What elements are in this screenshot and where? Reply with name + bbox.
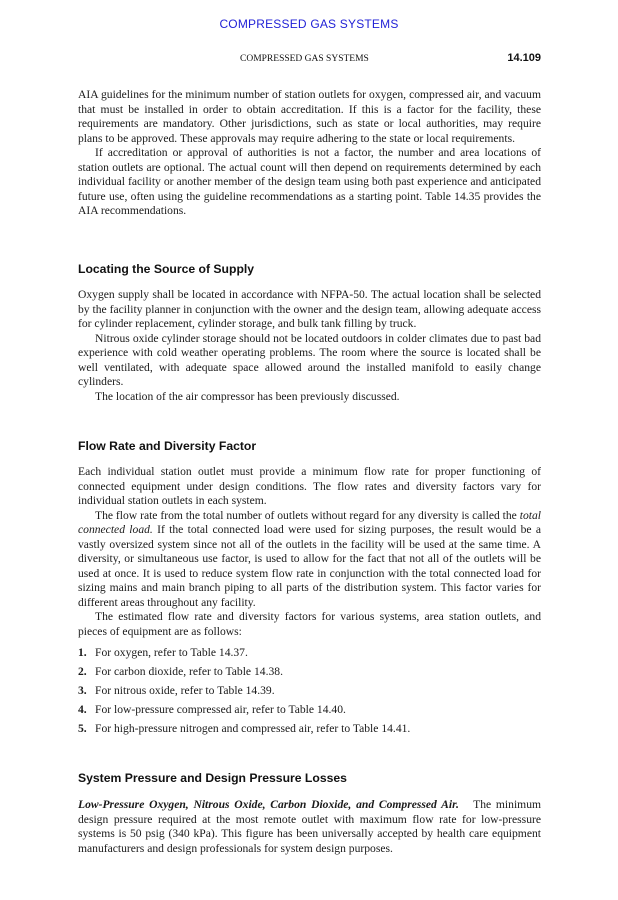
- flow-paragraph-2-end: If the total connected load were used for sizing purposes, the result would be a vastly oversized system since not all of the outlets in the facility will be used at the same time. A diversity, or simultaneous use factor, is used to allow for the fact that not all of the outlets will be used at once. It is used to reduce system flow rate in conjunction with the total connected load for sizing mains and main branch piping to all parts of the distribution system. This factor varies for different areas throughout any facility.: [78, 523, 541, 609]
- section-heading-system-pressure: System Pressure and Design Pressure Losses: [78, 771, 347, 785]
- flow-paragraph-2-start: The flow rate from the total number of outlets without regard for any diversity is called the: [95, 508, 520, 522]
- running-head: COMPRESSED GAS SYSTEMS: [240, 54, 369, 64]
- list-item-number: 3.: [78, 684, 87, 697]
- pressure-paragraph-text: The minimum design pressure required at the most remote outlet with maximum flow rate for low-pressure systems is 50 psig (340 kPa). This figure has been universally accepted by health care equipment manufacturers and design professionals for system design purposes.: [78, 798, 542, 855]
- list-item-number: 2.: [78, 665, 87, 678]
- header-banner: COMPRESSED GAS SYSTEMS: [219, 17, 399, 31]
- term-total-connected-load: total connected load.: [78, 508, 541, 536]
- source-paragraph-2: Nitrous oxide cylinder storage should not be located outdoors in colder climates due to past bad experience with cold weather operating problems. The room where the source is located shall be well ventilated, with adequate space allowed around the installed manifold to easily change cylinders.: [78, 331, 541, 388]
- list-item: [78, 703, 541, 718]
- list-item-text: For low-pressure compressed air, refer to Table 14.40.: [95, 703, 346, 716]
- flow-paragraph-2: [78, 509, 541, 611]
- list-item: [78, 684, 541, 699]
- flow-paragraph-1: Each individual station outlet must provide a minimum flow rate for proper functioning of connected equipment under design conditions. The flow rates and diversity factors vary for individual station outlets in each system.: [78, 465, 541, 507]
- runin-spacer: [459, 798, 473, 811]
- source-paragraph-3: The location of the air compressor has been previously discussed.: [95, 389, 400, 403]
- flow-paragraph-3: The estimated flow rate and diversity factors for various systems, area station outlets, and pieces of equipment are as follows:: [78, 610, 541, 638]
- section-flow-rate-body: [78, 465, 541, 639]
- section-system-pressure-body: [78, 798, 541, 856]
- source-paragraph-1: Oxygen supply shall be located in accordance with NFPA-50. The actual location shall be selected by the facility planner in conjunction with the owner and the design team, allowing adequate access for cylinder replacement, cylinder storage, and bulk tank filling by truck.: [78, 288, 541, 330]
- pressure-paragraph-1: [78, 798, 541, 856]
- intro-paragraph-1: AIA guidelines for the minimum number of station outlets for oxygen, compressed air, and vacuum that must be installed in order to obtain accreditation. If this is a factor for the facility, these requirements are mandatory. Other jurisdictions, such as state or local authorities, may require plans to be approved. These approvals may require adhering to the state or local requirements.: [78, 88, 541, 145]
- intro-paragraph-2: If accreditation or approval of authorities is not a factor, the number and area locations of station outlets are optional. The actual count will then depend on requirements determined by each individual facility or another member of the design team using both past experience and anticipated future use, often using the guideline recommendations as a starting point. Table 14.35 provides the AIA recommendations.: [78, 146, 541, 217]
- page-number: 14.109: [507, 52, 541, 64]
- list-item-text: For nitrous oxide, refer to Table 14.39.: [95, 684, 275, 697]
- intro-block: [78, 88, 541, 219]
- list-item: [78, 722, 541, 737]
- section-heading-source-of-supply: Locating the Source of Supply: [78, 262, 255, 276]
- list-item-number: 1.: [78, 646, 87, 659]
- runin-heading-low-pressure: Low-Pressure Oxygen, Nitrous Oxide, Carbon Dioxide, and Compressed Air.: [78, 798, 459, 811]
- list-item-text: For carbon dioxide, refer to Table 14.38.: [95, 665, 283, 678]
- list-item: [78, 665, 541, 680]
- list-item-text: For high-pressure nitrogen and compressed air, refer to Table 14.41.: [95, 722, 411, 735]
- section-source-of-supply-body: [78, 288, 541, 404]
- list-item-number: 4.: [78, 703, 87, 716]
- list-item-number: 5.: [78, 722, 87, 735]
- table-reference-list-block: [78, 646, 541, 741]
- table-reference-list: [78, 646, 541, 737]
- section-heading-flow-rate: Flow Rate and Diversity Factor: [78, 439, 257, 453]
- list-item: [78, 646, 541, 661]
- list-item-text: For oxygen, refer to Table 14.37.: [95, 646, 248, 659]
